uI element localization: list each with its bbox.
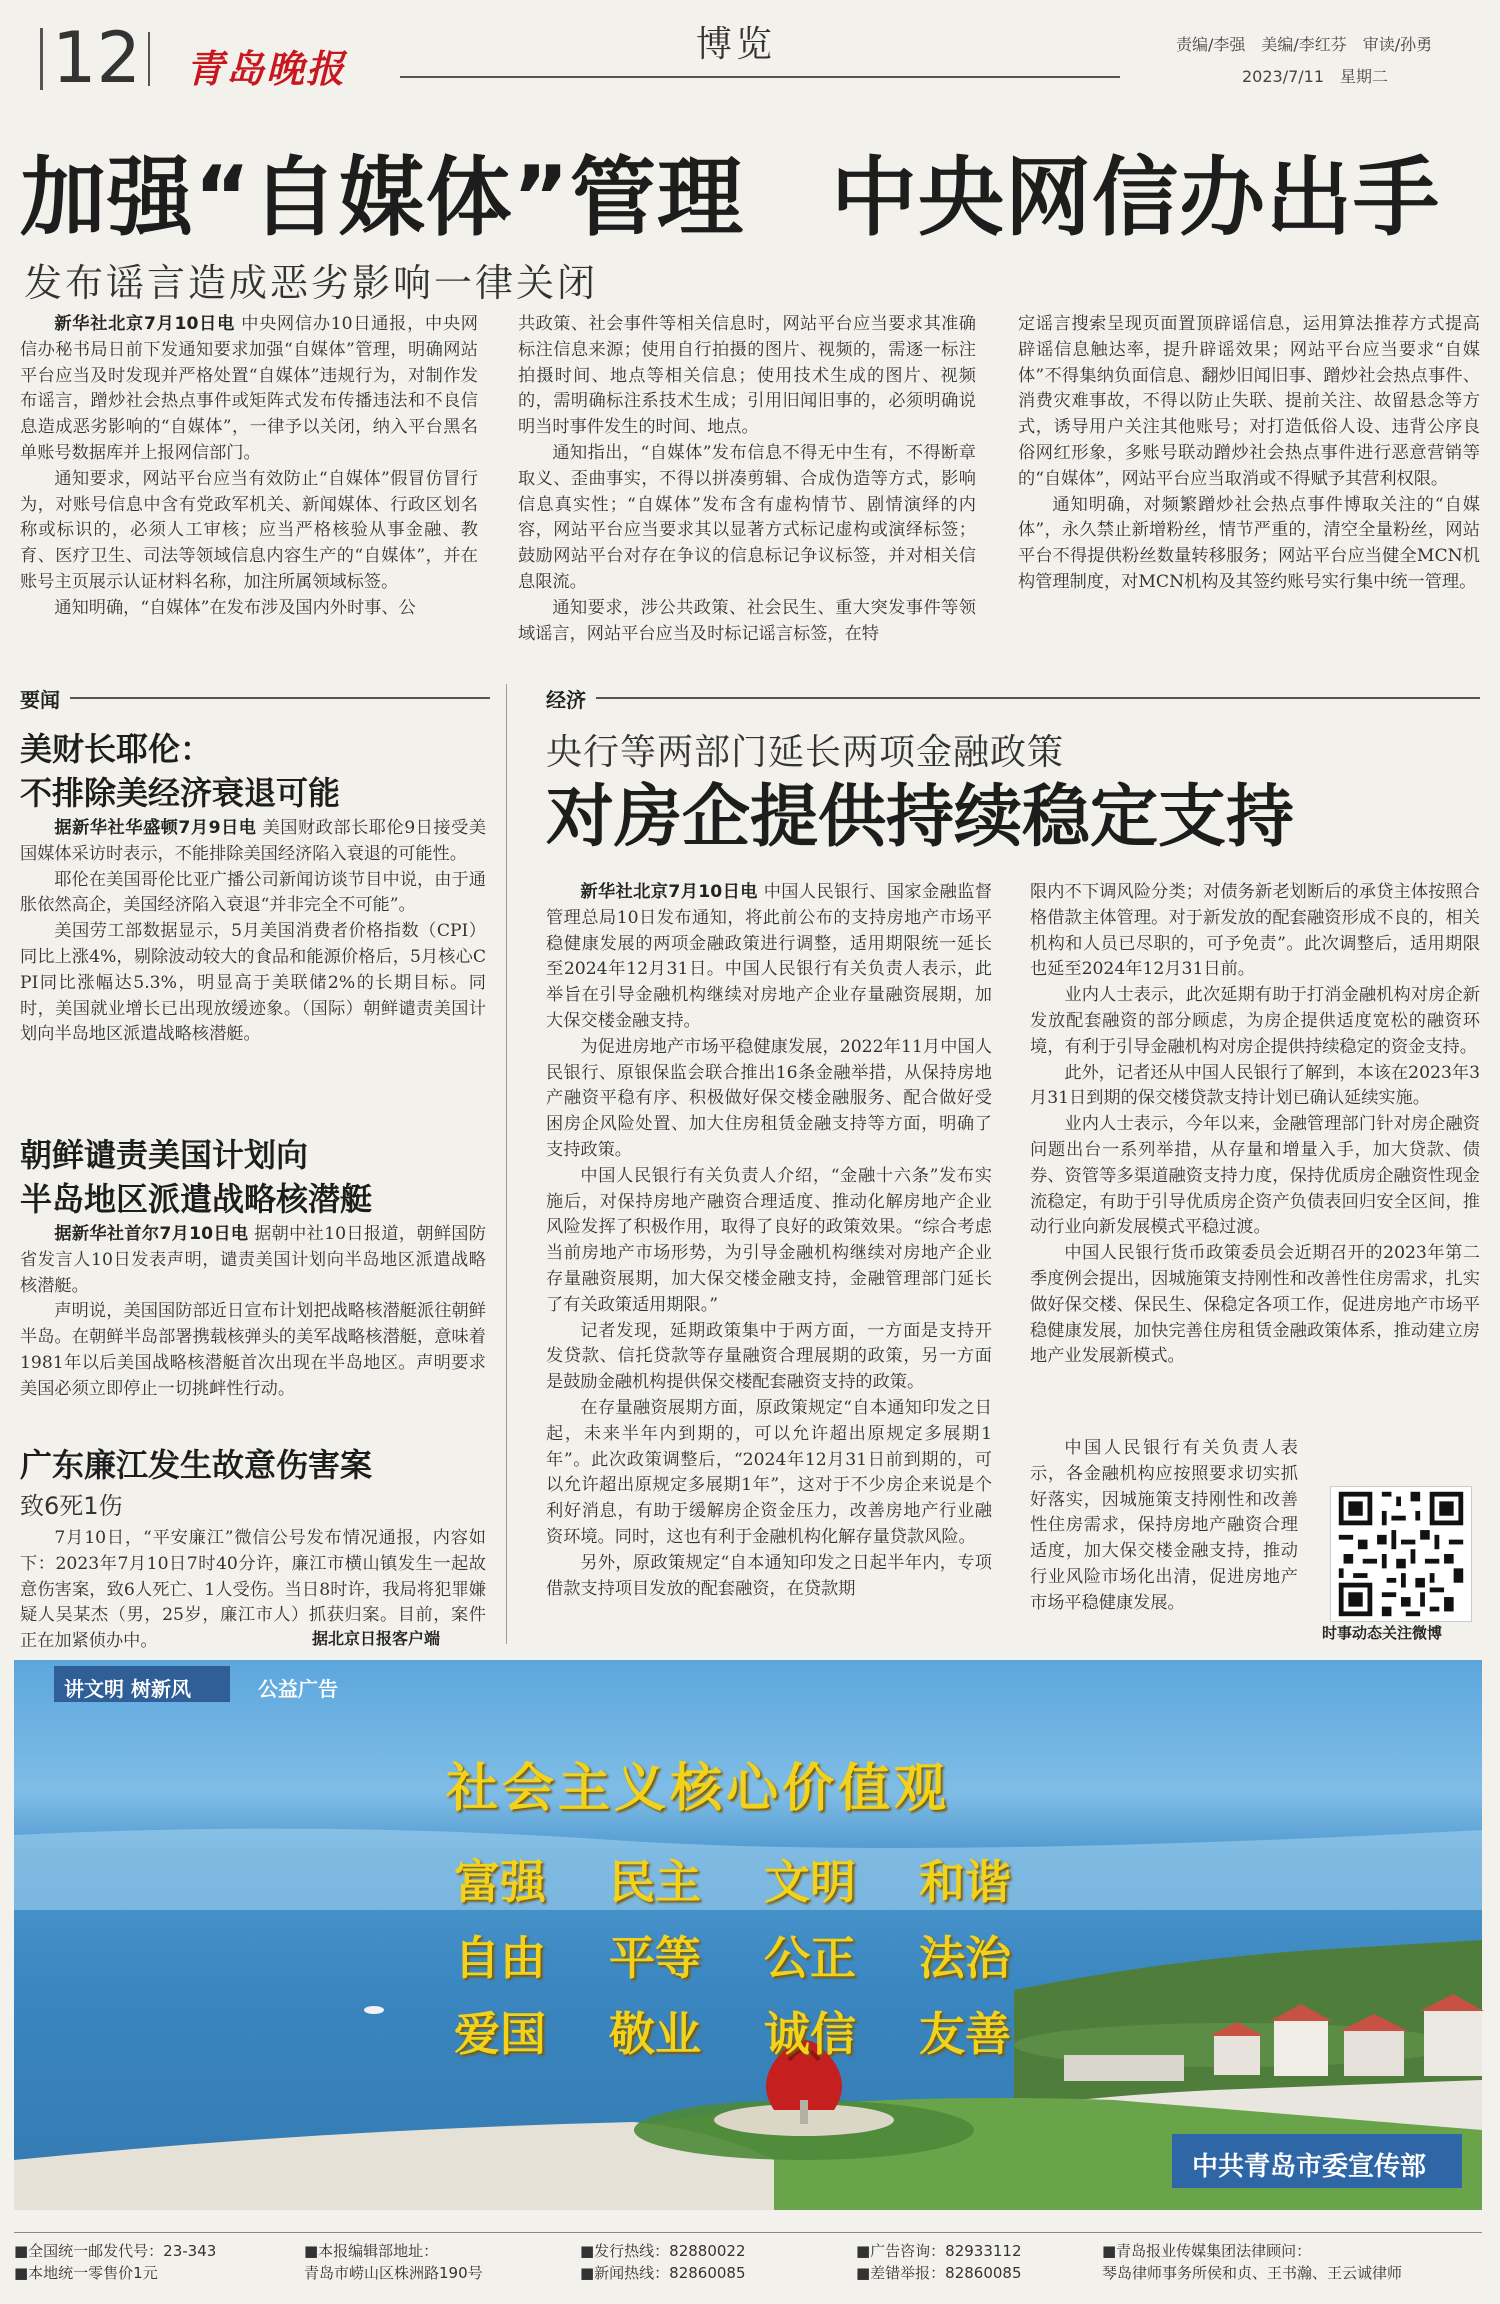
top-subhead: 发布谣言造成恶劣影响一律关闭 (24, 261, 599, 305)
economy-col1: 新华社北京7月10日电 中国人民银行、国家金融监督管理总局10日发布通知，将此前公布的支持房地产市场平稳健康发展的两项金融政策进行调整，适用期限统一延长至2024年12月31日。中国人民银行有关负责人表示，此举旨在引导金融机构继续对房地产企业存量融资展期，加大保交楼金融支持。 为促进房地产市场平稳健康发展，2022年11月中国人民银行、原银保监会联合推出16条金融举措，从保持房地产融资平稳有序、积极做好保交楼金融服务、配合做好受困房企风险处置、加大住房租赁金融支持等方面，明确了支持政策。 中国人民银行有关负责人介绍，“金融十六条”发布实施后，对保持房地产融资合理适度、推动化解房地产企业风险发挥了积极作用，取得了良好的政策效果。“综合考虑当前房地产市场形势，为引导金融机构继续对房地产企业存量融资展期，加大保交楼金融支持，金融管理部门延长了有关政策适用期限。” 记者发现，延期政策集中于两方面，一方面是支持开发贷款、信托贷款等存量融资合理展期的政策，另一方面是鼓励金融机构提供保交楼配套融资支持的政策。 在存量融资展期方面，原政策规定“自本通知印发之日起，未来半年内到期的，可以允许超出原规定多展期1年”。此次政策调整后，“2024年12月31日前到期的，可以允许超出原规定多展期1年”，这对于不少房企来说是个利好消息，有助于缓解房企资金压力，改善房地产行业融资环境。同时，这也有利于金融机构化解存量贷款风险。 另外，原政策规定“自本通知印发之日起半年内，专项借款支持项目发放的配套融资，在贷款期 (546, 882, 992, 1599)
qr-code-icon (1331, 1487, 1471, 1621)
footer-item: ■发行热线：82880022 ■新闻热线：82860085 (580, 2242, 746, 2282)
ad-title: 社会主义核心价值观 (446, 1759, 951, 1819)
ad-value: 自由 (454, 1931, 546, 1985)
story3-subhead: 致6死1伤 (20, 1492, 123, 1520)
editors-line: 责编/李强 美编/李红芬 审读/孙勇 (1176, 35, 1433, 54)
top-story-col1: 新华社北京7月10日电 中央网信办10日通报，中央网信办秘书局日前下发通知要求加强“自媒体”管理，明确网站平台应当及时发现并严格处置“自媒体”违规行为，对制作发布谣言，蹭炒社会热点事件或矩阵式发布传播违法和不良信息造成恶劣影响的“自媒体”，一律予以关闭，纳入平台黑名单账号数据库并上报网信部门。 通知要求，网站平台应当有效防止“自媒体”假冒仿冒行为，对账号信息中含有党政军机关、新闻媒体、行政区划名称或标识的，必须人工审核；应当严格核验从事金融、教育、医疗卫生、司法等领域信息内容生产的“自媒体”，并在账号主页展示认证材料名称，加注所属领域标签。 通知明确，“自媒体”在发布涉及国内外时事、公 (20, 314, 478, 618)
ad-value: 文明 (764, 1855, 856, 1909)
ad-value: 法治 (919, 1931, 1011, 1985)
footer-item: ■全国统一邮发代号：23-343 ■本地统一零售价1元 (14, 2242, 217, 2282)
newspaper-logo: 青岛晚报 (186, 46, 347, 91)
ad-value: 诚信 (764, 2007, 856, 2061)
story2-headline2: 半岛地区派遣战略核潜艇 (20, 1180, 373, 1218)
jingji-rule (596, 697, 1480, 699)
economy-col2: 限内不下调风险分类；对债务新老划断后的承贷主体按照合格借款主体管理。对于新发放的配套融资形成不良的，相关机构和人员已尽职的，可予免责”。此次调整后，适用期限也延至2024年12月31日前。 业内人士表示，此次延期有助于打消金融机构对房企新发放配套融资的部分顾虑，为房企提供适度宽松的融资环境，有利于引导金融机构对房企提供持续稳定的资金支持。 此外，记者还从中国人民银行了解到，本该在2023年3月31日到期的保交楼贷款支持计划已确认延续实施。 业内人士表示，今年以来，金融管理部门针对房企融资问题出台一系列举措，从存量和增量入手，加大贷款、债券、资管等多渠道融资支持力度，保持优质房企融资性现金流稳定，有助于引导优质房企资产负债表回归安全区间，推动行业向新发展模式平稳过渡。 中国人民银行货币政策委员会近期召开的2023年第二季度例会提出，因城施策支持刚性和改善性住房需求，扎实做好保交楼、保民生、保稳定各项工作，促进房地产市场平稳健康发展，加快完善住房租赁金融政策体系，推动建立房地产业发展新模式。 (1030, 882, 1481, 1367)
story1-body: 据新华社华盛顿7月9日电 美国财政部长耶伦9日接受美国媒体采访时表示，不能排除美国经济陷入衰退的可能性。 耶伦在美国哥伦比亚广播公司新闻访谈节目中说，由于通胀依然高企，美国经济陷入衰退“并非完全不可能”。 美国劳工部数据显示，5月美国消费者价格指数（CPI）同比上涨4%，剔除波动较大的食品和能源价格后，5月核心CPI同比涨幅达5.3%，明显高于美联储2%的长期目标。同时，美国就业增长已出现放缓迹象。（国际）朝鲜谴责美国计划向半岛地区派遣战略核潜艇。 (20, 818, 487, 1045)
top-story-col2: 共政策、社会事件等相关信息时，网站平台应当要求其准确标注信息来源；使用自行拍摄的图片、视频的，需逐一标注拍摄时间、地点等相关信息；使用技术生成的图片、视频的，需明确标注系技术生成；引用旧闻旧事的，必须明确说明当时事件发生的时间、地点。 通知指出，“自媒体”发布信息不得无中生有，不得断章取义、歪曲事实，不得以拼凑剪辑、合成伪造等方式，影响信息真实性；“自媒体”发布含有虚构情节、剧情演绎的内容，网站平台应当要求其以显著方式标记虚构或演绎标签；鼓励网站平台对存在争议的信息标记争议标签，并对相关信息限流。 通知要求，涉公共政策、社会民生、重大突发事件等领域谣言，网站平台应当及时标记谣言标签，在特 (518, 314, 976, 644)
date-line: 2023/7/11 星期二 (1242, 67, 1389, 86)
page-header (0, 0, 1500, 100)
top-dateline: 新华社北京7月10日电 (54, 314, 235, 334)
ad-value: 公正 (764, 1931, 856, 1985)
ad-value: 民主 (609, 1855, 701, 1909)
economy-headline: 对房企提供持续稳定支持 (546, 778, 1295, 857)
section-title: 博览 (696, 24, 777, 65)
header-left-bar (40, 28, 43, 90)
ad-value: 友善 (919, 2007, 1011, 2061)
public-service-ad (14, 1660, 1482, 2210)
header-rule (400, 76, 1120, 78)
top-headline: 加强“自媒体”管理 中央网信办出手 (20, 148, 1441, 248)
story2-headline1: 朝鲜谴责美国计划向 (20, 1136, 309, 1174)
story1-headline1: 美财长耶伦： (20, 730, 213, 768)
footer-item: ■广告咨询：82933112 ■差错举报：82860085 (856, 2242, 1022, 2282)
story2-body: 据新华社首尔7月10日电 据朝中社10日报道，朝鲜国防省发言人10日发表声明，谴责美国计划向半岛地区派遣战略核潜艇。 声明说，美国国防部近日宣布计划把战略核潜艇派往朝鲜半岛。在朝鲜半岛部署携载核弹头的美军战略核潜艇，意味着1981年以后美国战略核潜艇首次出现在半岛地区。声明要求美国必须立即停止一切挑衅性行动。 (20, 1224, 486, 1399)
ad-value: 敬业 (609, 2007, 701, 2061)
qr-caption: 时事动态关注微博 (1322, 1624, 1443, 1642)
top-story-col3: 定谣言搜索呈现页面置顶辟谣信息，运用算法推荐方式提高辟谣信息触达率，提升辟谣效果；网站平台应当要求“自媒体”不得集纳负面信息、翻炒旧闻旧事、蹭炒社会热点事件、消费灾难事故，不得以防止失联、提前关注、故留悬念等方式，诱导用户关注其他账号；对打造低俗人设、违背公序良俗网红形象，多账号联动蹭炒社会热点事件进行恶意营销等的“自媒体”，网站平台应当取消或不得赋予其营利权限。 通知明确，对频繁蹭炒社会热点事件博取关注的“自媒体”，永久禁止新增粉丝，情节严重的，清空全量粉丝，网站平台不得提供粉丝数量转移服务；网站平台应当健全MCN机构管理制度，对MCN机构及其签约账号实行集中统一管理。 (1018, 314, 1480, 592)
ad-ribbon-right: 公益广告 (258, 1677, 338, 1701)
yaowen-rule (70, 697, 490, 699)
story1-headline2: 不排除美经济衰退可能 (20, 774, 341, 812)
section-label-yaowen: 要闻 (20, 688, 60, 712)
ad-value: 平等 (609, 1931, 701, 1985)
qr-code[interactable] (1330, 1486, 1472, 1622)
page-number: 12 (52, 17, 142, 99)
ad-sponsor: 中共青岛市委宣传部 (1192, 2152, 1427, 2182)
ad-ribbon-left: 讲文明 树新风 (64, 1677, 191, 1701)
ad-value: 和谐 (919, 1855, 1011, 1909)
economy-kicker: 央行等两部门延长两项金融政策 (546, 732, 1065, 773)
ad-value: 富强 (454, 1855, 546, 1909)
section-label-jingji: 经济 (546, 688, 586, 712)
story3-headline: 广东廉江发生故意伤害案 (20, 1446, 373, 1484)
header-divider (148, 32, 150, 86)
economy-col2-tail: 中国人民银行有关负责人表示，各金融机构应按照要求切实抓好落实，因城施策支持刚性和改善性住房需求，保持房地产融资合理适度，加大保交楼金融支持，推动行业风险市场化出清，促进房地产市场平稳健康发展。 (1030, 1438, 1298, 1613)
footer-item: ■本报编辑部地址： 青岛市崂山区株洲路190号 (304, 2242, 483, 2282)
column-divider (506, 684, 507, 1644)
footer-item: ■青岛报业传媒集团法律顾问： 琴岛律师事务所侯和贞、王书瀚、王云诚律师 (1102, 2242, 1403, 2282)
ad-value: 爱国 (454, 2007, 546, 2061)
ad-values-grid (454, 1846, 1074, 2061)
story3-body: 7月10日，“平安廉江”微信公号发布情况通报，内容如下：2023年7月10日7时40分许，廉江市横山镇发生一起故意伤害案，致6人死亡、1人受伤。当日8时许，我局将犯罪嫌疑人吴某杰（男，25岁，廉江市人）抓获归案。目前，案件正在加紧侦办中。 (20, 1528, 486, 1652)
footer (14, 2240, 1482, 2296)
footer-rule (14, 2232, 1482, 2233)
story3-source: 据北京日报客户端 (312, 1629, 441, 1648)
